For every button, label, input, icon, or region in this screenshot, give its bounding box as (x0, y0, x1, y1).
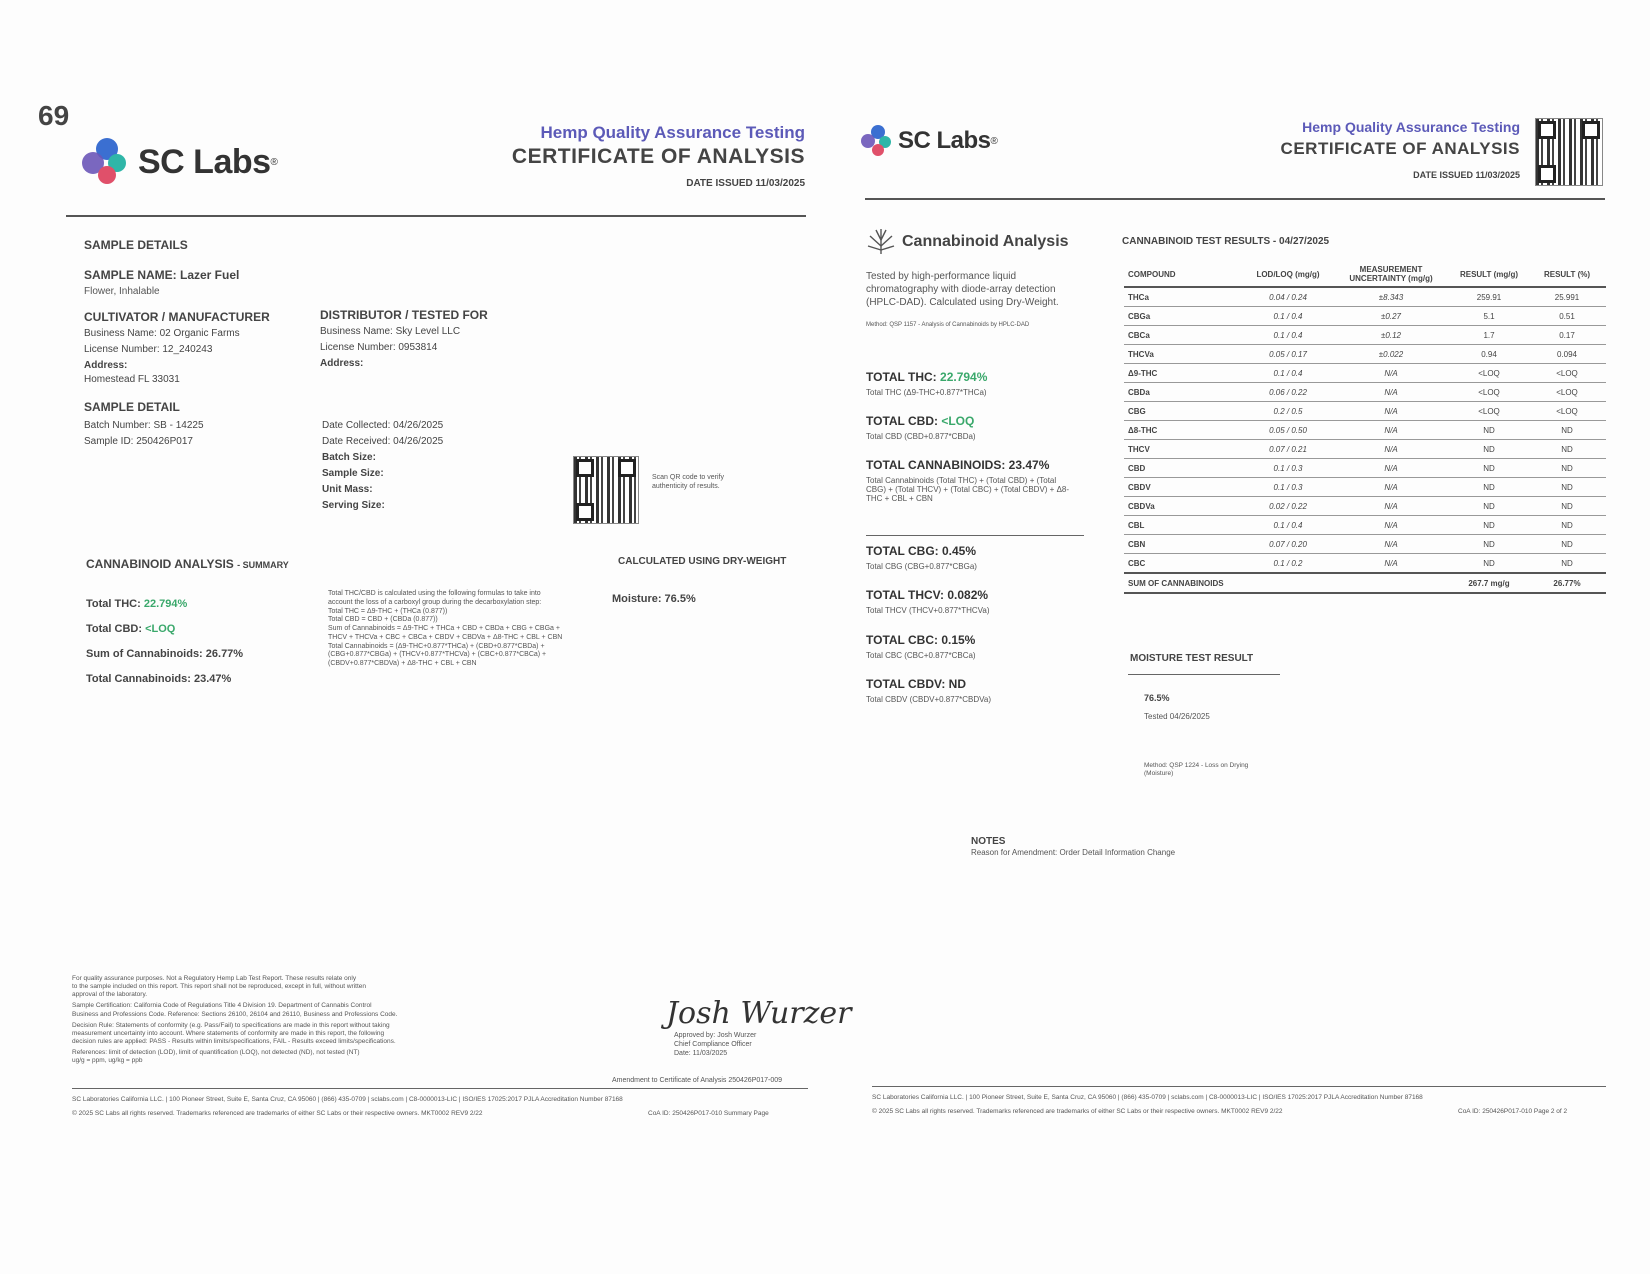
cultivator-business: Business Name: 02 Organic Farms (84, 328, 240, 339)
summary-sum-cannabinoids: Sum of Cannabinoids: 26.77% (86, 648, 244, 660)
uncertainty-cell: ±0.12 (1332, 326, 1450, 345)
result-mg-cell: ND (1450, 497, 1528, 516)
qr-caption: Scan QR code to verify authenticity of results. (652, 474, 724, 490)
signature: Josh Wurzer (666, 996, 852, 1031)
header-title-right: CERTIFICATE OF ANALYSIS (1280, 139, 1520, 158)
lod-loq-cell: 0.06 / 0.22 (1244, 383, 1332, 402)
summary-cbd-value: <LOQ (145, 623, 176, 635)
uncertainty-cell: ±0.022 (1332, 345, 1450, 364)
compound-cell: THCV (1124, 440, 1244, 459)
summary-heading-suffix: - SUMMARY (237, 560, 289, 570)
moisture-divider (1128, 674, 1280, 675)
uncertainty-cell: N/A (1332, 383, 1450, 402)
result-pct-cell: ND (1528, 459, 1606, 478)
serving-size: Serving Size: (322, 500, 385, 511)
total-cbdv: TOTAL CBDV: ND Total CBDV (CBDV+0.877*CBDVa) (866, 677, 992, 704)
header-subtitle-right: Hemp Quality Assurance Testing (1302, 119, 1520, 135)
result-mg-cell: ND (1450, 554, 1528, 574)
compound-cell: THCa (1124, 287, 1244, 307)
lod-loq-cell: 0.1 / 0.4 (1244, 516, 1332, 535)
footer-copyright-right: © 2025 SC Labs all rights reserved. Trademarks referenced are trademarks of either SC Labs or their respective owners. MKT0002 REV9 2/22 (872, 1108, 1283, 1115)
uncertainty-cell: N/A (1332, 421, 1450, 440)
uncertainty-cell: N/A (1332, 516, 1450, 535)
results-row (1124, 287, 1606, 307)
result-pct-cell: <LOQ (1528, 402, 1606, 421)
uncertainty-cell: N/A (1332, 535, 1450, 554)
result-mg-cell: 259.91 (1450, 287, 1528, 307)
analysis-description: Tested by high-performance liquid chromatography with diode-array detection (HPLC-DAD). Calculated using Dry-Weight. (866, 271, 1059, 308)
sample-id: Sample ID: 250426P017 (84, 436, 193, 447)
result-pct-cell: 0.094 (1528, 345, 1606, 364)
results-header-row (1124, 262, 1606, 287)
uncertainty-cell: N/A (1332, 478, 1450, 497)
sample-detail-heading: SAMPLE DETAIL (84, 400, 180, 414)
sum-cell (1332, 573, 1450, 593)
result-pct-cell: ND (1528, 554, 1606, 574)
batch-number: Batch Number: SB - 14225 (84, 420, 204, 431)
lod-loq-cell: 0.1 / 0.3 (1244, 459, 1332, 478)
results-heading: CANNABINOID TEST RESULTS - 04/27/2025 (1122, 236, 1330, 247)
results-row (1124, 497, 1606, 516)
distributor-license: License Number: 0953814 (320, 342, 438, 353)
uncertainty-cell: N/A (1332, 497, 1450, 516)
result-mg-cell: 1.7 (1450, 326, 1528, 345)
header-qr-code[interactable] (1535, 118, 1603, 186)
compound-cell: CBD (1124, 459, 1244, 478)
total-cbg: TOTAL CBG: 0.45% Total CBG (CBG+0.877*CBGa) (866, 544, 977, 571)
result-pct-cell: ND (1528, 516, 1606, 535)
sc-labs-logo: SC Labs ® (80, 136, 278, 188)
distributor-business: Business Name: Sky Level LLC (320, 326, 461, 337)
total-cbc: TOTAL CBC: 0.15% Total CBC (CBC+0.877*CBCa) (866, 633, 976, 660)
date-received: Date Received: 04/26/2025 (322, 436, 444, 447)
total-thcv: TOTAL THCV: 0.082% Total THCV (THCV+0.877*THCVa) (866, 588, 990, 615)
result-mg-cell: <LOQ (1450, 402, 1528, 421)
brand-name: SC Labs (138, 142, 271, 181)
result-mg-cell: <LOQ (1450, 383, 1528, 402)
sc-labs-logo-right: SC Labs ® (860, 124, 998, 158)
col-result-mg: RESULT (mg/g) (1450, 262, 1528, 287)
cultivator-address-label: Address: (84, 360, 128, 371)
date-issued-right: DATE ISSUED 11/03/2025 (1413, 170, 1520, 180)
coa-id: CoA ID: 250426P017-010 Summary Page (648, 1110, 769, 1117)
lod-loq-cell: 0.05 / 0.50 (1244, 421, 1332, 440)
result-pct-cell: ND (1528, 478, 1606, 497)
coa-id-right: CoA ID: 250426P017-010 Page 2 of 2 (1458, 1108, 1568, 1115)
summary-thc-value: 22.794% (143, 598, 188, 610)
compound-cell: CBG (1124, 402, 1244, 421)
summary-total-thc: Total THC: 22.794% (86, 598, 188, 610)
lod-loq-cell: 0.1 / 0.2 (1244, 554, 1332, 574)
formula-notes: Total THC/CBD is calculated using the following formulas to take into account the loss of a carboxyl group during the decarboxylation step: Total THC = Δ9-THC + (THCa (0.877)) Total CBD = CBD + (CBDa (0.877)) Sum of Cannabinoids = Δ9-THC + THCa + CBD + CBDa + CBG + CBGa + THCV + THCVa + CBC + CBCa + CBDV + CBDVa + Δ8-THC + CBL + CBN Total Cannabinoids = (Δ9-THC+0.877*THCa) + (CBD+0.877*CBDa) + (CBG+0.877*CBGa) + (THCV+0.877*THCVa) + (CBC+0.877*CBCa) + (CBDV+0.877*CBDVa) + Δ8-THC + CBL + CBN (328, 590, 563, 667)
page-number: 69 (38, 100, 70, 131)
sum-cell: 267.7 mg/g (1450, 573, 1528, 593)
sum-cell: 26.77% (1528, 573, 1606, 593)
sum-label: SUM OF CANNABINOIDS (1124, 573, 1244, 593)
result-mg-cell: ND (1450, 478, 1528, 497)
compound-cell: CBC (1124, 554, 1244, 574)
sc-labs-dots-icon (860, 124, 894, 158)
approval-block: Approved by: Josh Wurzer Chief Compliance Officer Date: 11/03/2025 (674, 1032, 757, 1057)
summary-heading (86, 557, 289, 571)
sample-type: Flower, Inhalable (84, 286, 160, 297)
col-compound: COMPOUND (1124, 262, 1244, 287)
lod-loq-cell: 0.02 / 0.22 (1244, 497, 1332, 516)
compound-cell: CBDVa (1124, 497, 1244, 516)
compound-cell: CBCa (1124, 326, 1244, 345)
compound-cell: CBDV (1124, 478, 1244, 497)
result-pct-cell: ND (1528, 421, 1606, 440)
header-subtitle: Hemp Quality Assurance Testing (540, 123, 805, 142)
result-pct-cell: 25.991 (1528, 287, 1606, 307)
header-divider-right (865, 198, 1605, 200)
batch-size: Batch Size: (322, 452, 376, 463)
lod-loq-cell: 0.1 / 0.4 (1244, 307, 1332, 326)
col-lod-loq: LOD/LOQ (mg/g) (1244, 262, 1332, 287)
cultivator-block (84, 310, 304, 386)
brand-name-right: SC Labs (898, 127, 991, 154)
compound-cell: CBL (1124, 516, 1244, 535)
dates-block (322, 418, 542, 514)
uncertainty-cell: ±0.27 (1332, 307, 1450, 326)
sc-labs-dots-icon (80, 136, 132, 188)
lod-loq-cell: 0.07 / 0.21 (1244, 440, 1332, 459)
total-cannabinoids: TOTAL CANNABINOIDS: 23.47% Total Cannabinoids (Total THC) + (Total CBD) + (Total CBG) + (Total THCV) + (Total CBC) + (Total CBDV) + Δ8-THC + CBL + CBN (866, 458, 1070, 503)
verification-qr-code[interactable] (573, 456, 639, 524)
calc-method: CALCULATED USING DRY-WEIGHT (618, 556, 787, 567)
sample-name: SAMPLE NAME: Lazer Fuel (84, 268, 240, 282)
lod-loq-cell: 0.1 / 0.4 (1244, 326, 1332, 345)
results-row (1124, 307, 1606, 326)
date-issued: DATE ISSUED 11/03/2025 (686, 178, 805, 189)
result-mg-cell: ND (1450, 459, 1528, 478)
moisture-heading: MOISTURE TEST RESULT (1130, 653, 1254, 664)
unit-mass: Unit Mass: (322, 484, 373, 495)
compound-cell: CBGa (1124, 307, 1244, 326)
result-mg-cell: ND (1450, 535, 1528, 554)
result-mg-cell: ND (1450, 440, 1528, 459)
result-mg-cell: 0.94 (1450, 345, 1528, 364)
cultivator-license: License Number: 12_240243 (84, 344, 213, 355)
notes-text: Reason for Amendment: Order Detail Information Change (971, 848, 1176, 857)
header-title: CERTIFICATE OF ANALYSIS (511, 145, 805, 168)
analysis-title: Cannabinoid Analysis (902, 233, 1069, 250)
results-row (1124, 459, 1606, 478)
results-table (1124, 262, 1606, 594)
lod-loq-cell: 0.2 / 0.5 (1244, 402, 1332, 421)
sample-details-heading: SAMPLE DETAILS (84, 238, 188, 252)
moisture-method: Method: QSP 1224 - Loss on Drying (Moisture) (1144, 762, 1249, 778)
compound-cell: CBDa (1124, 383, 1244, 402)
notes-heading: NOTES (971, 836, 1006, 847)
sum-row (1124, 573, 1606, 593)
col-result-pct: RESULT (%) (1528, 262, 1606, 287)
sample-detail-block (84, 400, 304, 450)
compound-cell: THCVa (1124, 345, 1244, 364)
summary-total-cbd: Total CBD: <LOQ (86, 623, 176, 635)
distributor-block (320, 308, 580, 372)
result-mg-cell: <LOQ (1450, 364, 1528, 383)
footer-divider-right (872, 1086, 1606, 1087)
footer-copyright: © 2025 SC Labs all rights reserved. Trademarks referenced are trademarks of either SC Labs or their respective owners. MKT0002 REV9 2/22 (72, 1110, 483, 1117)
results-row (1124, 402, 1606, 421)
result-mg-cell: ND (1450, 421, 1528, 440)
results-row (1124, 364, 1606, 383)
uncertainty-cell: N/A (1332, 402, 1450, 421)
moisture-summary: Moisture: 76.5% (612, 593, 696, 605)
total-cbd: TOTAL CBD: <LOQ Total CBD (CBD+0.877*CBDa) (866, 414, 976, 441)
result-pct-cell: <LOQ (1528, 383, 1606, 402)
compound-cell: Δ9-THC (1124, 364, 1244, 383)
results-row (1124, 345, 1606, 364)
footer-address: SC Laboratories California LLC. | 100 Pioneer Street, Suite E, Santa Cruz, CA 95060 | (866) 435-0709 | sclabs.com | C8-0000013-LIC | ISO/IES 17025:2017 PJLA Accreditation Number 87168 (72, 1096, 623, 1103)
summary-values (86, 592, 243, 692)
results-row (1124, 554, 1606, 574)
cultivator-address: Homestead FL 33031 (84, 374, 180, 385)
results-row (1124, 440, 1606, 459)
totals-divider (866, 535, 1084, 536)
summary-total-cannabinoids: Total Cannabinoids: 23.47% (86, 673, 232, 685)
results-row (1124, 383, 1606, 402)
lod-loq-cell: 0.05 / 0.17 (1244, 345, 1332, 364)
results-row (1124, 326, 1606, 345)
compound-cell: CBN (1124, 535, 1244, 554)
result-pct-cell: 0.17 (1528, 326, 1606, 345)
results-row (1124, 421, 1606, 440)
result-pct-cell: ND (1528, 440, 1606, 459)
uncertainty-cell: N/A (1332, 459, 1450, 478)
total-thc: TOTAL THC: 22.794% Total THC (Δ9-THC+0.877*THCa) (866, 370, 988, 397)
lod-loq-cell: 0.04 / 0.24 (1244, 287, 1332, 307)
result-pct-cell: ND (1528, 497, 1606, 516)
analysis-title-row (866, 226, 1069, 258)
result-mg-cell: ND (1450, 516, 1528, 535)
result-pct-cell: ND (1528, 535, 1606, 554)
distributor-heading: DISTRIBUTOR / TESTED FOR (320, 308, 488, 322)
uncertainty-cell: N/A (1332, 554, 1450, 574)
lod-loq-cell: 0.07 / 0.20 (1244, 535, 1332, 554)
footer-divider (72, 1088, 808, 1089)
cannabis-leaf-icon (866, 226, 896, 258)
uncertainty-cell: N/A (1332, 440, 1450, 459)
totals-list (866, 370, 1076, 721)
header-divider (66, 215, 806, 217)
uncertainty-cell: ±8.343 (1332, 287, 1450, 307)
result-mg-cell: 5.1 (1450, 307, 1528, 326)
col-uncertainty: MEASUREMENT UNCERTAINTY (mg/g) (1332, 262, 1450, 287)
results-row (1124, 516, 1606, 535)
results-row (1124, 535, 1606, 554)
disclaimer: For quality assurance purposes. Not a Regulatory Hemp Lab Test Report. These results relate only to the sample included on this report. This report shall not be reproduced, except in full, without written approval of the laboratory. Sample Certification: California Code of Regulations Title 4 Division 19. Department of Cannabis Control Business and Professions Code. Reference: Sections 26100, 26104 and 26110, Business and Professions Code. Decision Rule: Statements of conformity (e.g. Pass/Fail) to specifications are made in this report without taking measurement uncertainty into account. Where statements of conformity are made in this report, the following decision rules are applied: PASS - Results within limits/specifications, FAIL - Results exceed limits/specifications. References: limit of detection (LOD), limit of quantification (LOQ), not detected (ND), not tested (NT) ug/g = ppm, ug/kg = ppb (72, 975, 398, 1065)
results-row (1124, 478, 1606, 497)
moisture-tested-date: Tested 04/26/2025 (1144, 712, 1210, 721)
cultivator-heading: CULTIVATOR / MANUFACTURER (84, 310, 270, 324)
lod-loq-cell: 0.1 / 0.4 (1244, 364, 1332, 383)
moisture-value: 76.5% (1144, 693, 1170, 703)
amendment-note: Amendment to Certificate of Analysis 250426P017-009 (612, 1077, 783, 1084)
summary-heading-text: CANNABINOID ANALYSIS (86, 557, 234, 571)
date-collected: Date Collected: 04/26/2025 (322, 420, 444, 431)
lod-loq-cell: 0.1 / 0.3 (1244, 478, 1332, 497)
distributor-address-label: Address: (320, 358, 364, 369)
sample-size: Sample Size: (322, 468, 384, 479)
footer-address-right: SC Laboratories California LLC. | 100 Pioneer Street, Suite E, Santa Cruz, CA 95060 | (866) 435-0709 | sclabs.com | C8-0000013-LIC | ISO/IES 17025:2017 PJLA Accreditation Number 87168 (872, 1094, 1423, 1101)
uncertainty-cell: N/A (1332, 364, 1450, 383)
result-pct-cell: <LOQ (1528, 364, 1606, 383)
compound-cell: Δ8-THC (1124, 421, 1244, 440)
result-pct-cell: 0.51 (1528, 307, 1606, 326)
sum-cell (1244, 573, 1332, 593)
analysis-method: Method: QSP 1157 - Analysis of Cannabinoids by HPLC-DAD (866, 322, 1030, 328)
